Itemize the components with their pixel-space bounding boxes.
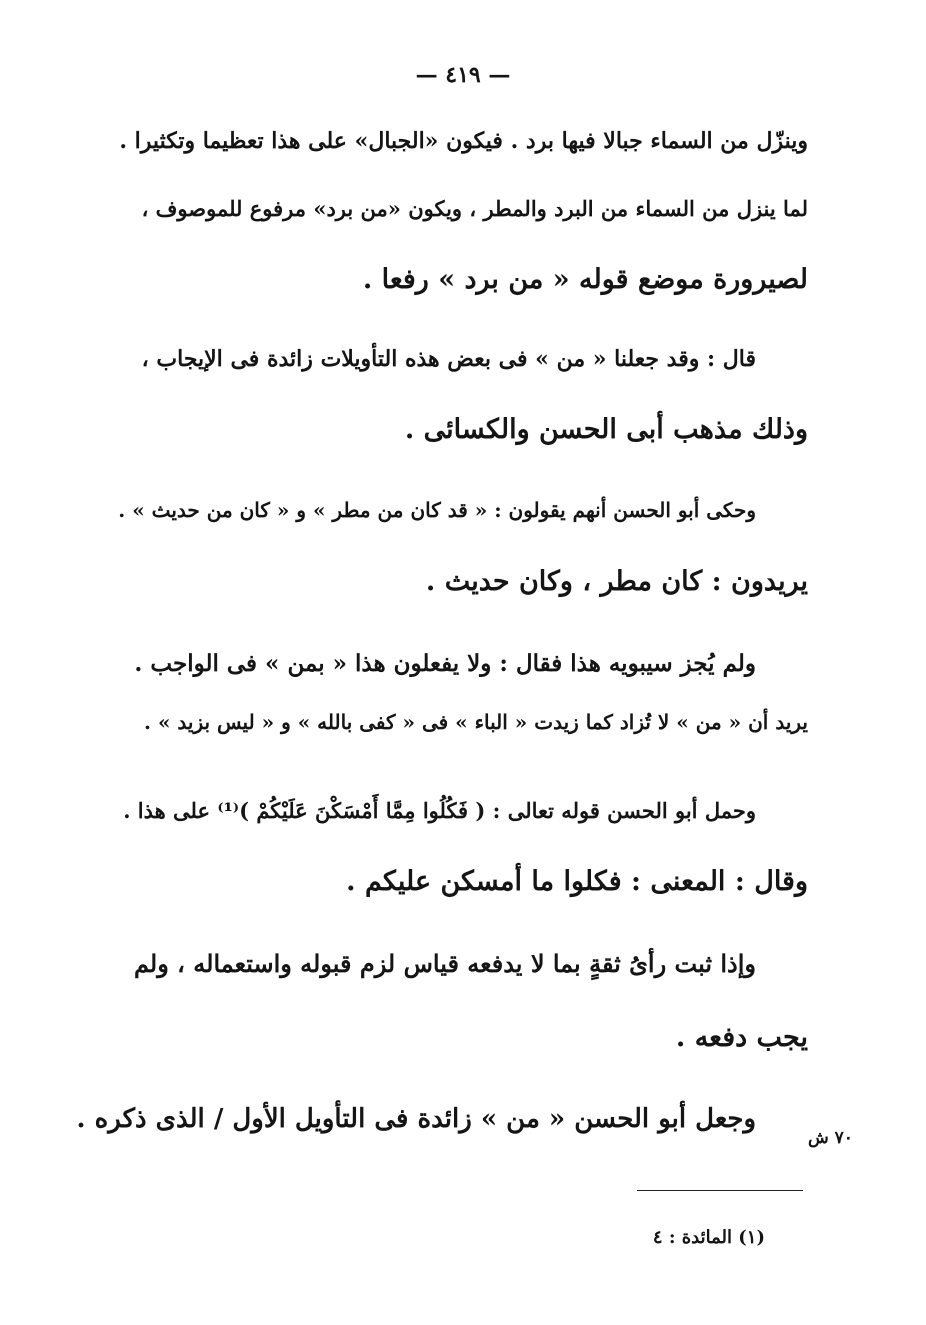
text-line-6: وحكى أبو الحسن أنهم يقولون : « قد كان من مطر » و « كان من حديث » . bbox=[118, 498, 756, 522]
text-line-14: وجعل أبو الحسن « من » زائدة فى التأويل الأول / الذى ذكره . bbox=[76, 1104, 756, 1134]
text-line-3: لصيرورة موضع قوله « من برد » رفعا . bbox=[362, 264, 808, 295]
text-line-5: وذلك مذهب أبى الحسن والكسائى . bbox=[404, 414, 808, 445]
text-line-7: يريدون : كان مطر ، وكان حديث . bbox=[425, 566, 808, 597]
text-line-4: قال : وقد جعلنا « من » فى بعض هذه التأويلات زائدة فى الإيجاب ، bbox=[141, 346, 756, 372]
text-line-11: وقال : المعنى : فكلوا ما أمسكن عليكم . bbox=[346, 866, 808, 897]
text-line-9: يريد أن « من » لا تُزاد كما زيدت « الباء » فى « كفى بالله » و « ليس بزيد » . bbox=[144, 710, 808, 734]
text-line-12: وإذا ثبت رأىُ ثقةٍ بما لا يدفعه قياس لزم قبوله واستعماله ، ولم bbox=[133, 949, 756, 978]
text-line-2: لما ينزل من السماء من البرد والمطر ، ويكون «من برد» مرفوع للموصوف ، bbox=[141, 196, 808, 221]
text-line-10: وحمل أبو الحسن قوله تعالى : ( فَكُلُوا مِمَّا أَمْسَكْنَ عَلَيْكُمْ )⁽¹⁾ على هذا . bbox=[123, 798, 756, 823]
text-line-8: ولم يُجز سيبويه هذا فقال : ولا يفعلون هذا « بمن » فى الواجب . bbox=[134, 650, 756, 677]
text-line-1: وينزّل من السماء جبالا فيها برد . فيكون «الجبال» على هذا تعظيما وتكثيرا . bbox=[119, 128, 808, 154]
page-number: — ٤١٩ — bbox=[415, 62, 511, 88]
footnote-divider bbox=[637, 1190, 803, 1191]
margin-note: ٧٠ ش bbox=[808, 1128, 853, 1148]
text-line-13: يجب دفعه . bbox=[675, 1022, 808, 1053]
footnote: (١) المائدة : ٤ bbox=[652, 1227, 765, 1248]
